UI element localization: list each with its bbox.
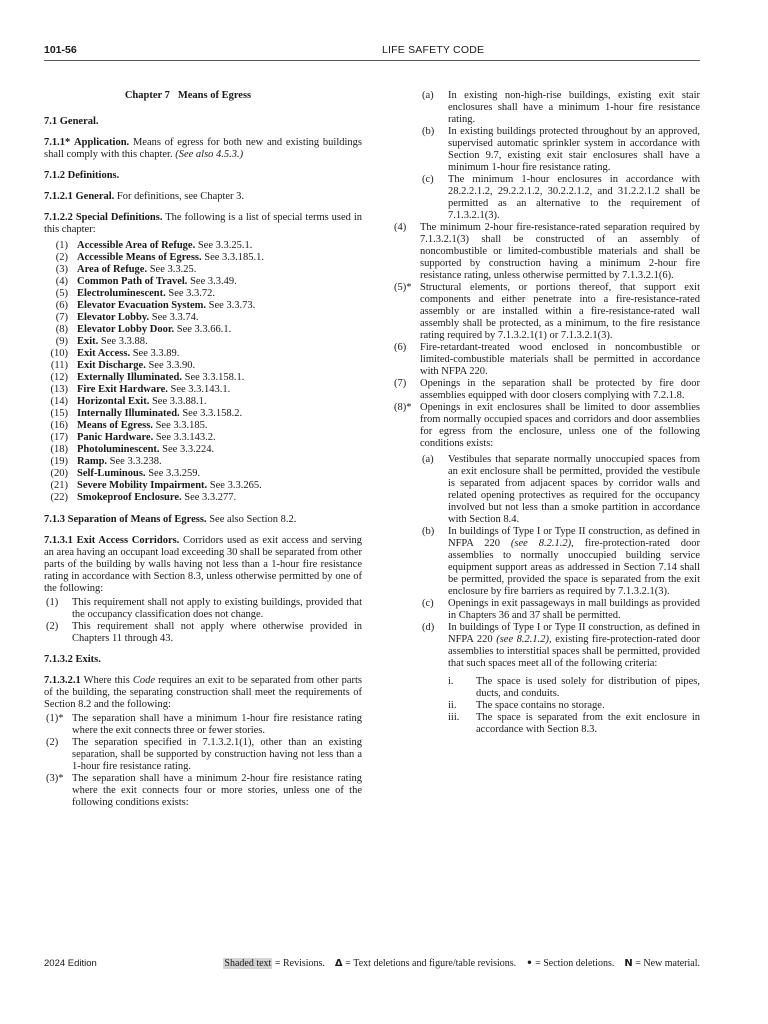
definition-number: (4) [55,276,68,287]
definition-item [44,396,362,408]
definition-reference: See 3.3.25. [149,264,197,275]
definition-item [44,468,362,480]
item-number: (2) [46,621,59,632]
cross-reference: (see 8.2.1.2) [510,538,572,549]
exit-separation-requirements [44,713,362,809]
item-number: (5)* [394,282,412,293]
definition-item [44,480,362,492]
definition-number: (13) [50,384,68,395]
definition-reference: See 3.3.238. [109,456,162,467]
sub-item [392,174,700,222]
section-7-1-2-1: 7.1.2.1 General. For definitions, see Chapter 3. [44,191,245,202]
definition-term: Self-Luminous. [77,468,146,479]
item-text: This requirement shall not apply to existing buildings, provided that the occupancy classification does not change. [72,597,362,620]
item-number: (6) [394,342,407,353]
item-number: ii. [448,700,457,711]
definition-reference: See 3.3.66.1. [176,324,232,335]
item-number: (2) [46,737,59,748]
list-item [392,222,700,282]
definition-item [44,432,362,444]
list-item [44,621,362,645]
section-7-1-3-1: 7.1.3.1 Exit Access Corridors. Corridors used as exit access and serving an area having an occupant load exceeding 30 shall be separated from other parts of the building by walls having not less than a 1-hour fire resistance rating in accordance with Section 8.3, unless otherwise permitted by one of the following: [44,535,363,594]
criteria-item [392,700,700,712]
item-text: The separation specified in 7.1.3.2.1(1), other than an existing separation, shall be supported by construction having not less than a 1-hour fire resistance rating. [72,737,362,772]
definition-item [44,420,362,432]
item-number: (b) [422,126,435,137]
definition-reference: See 3.3.143.2. [155,432,216,443]
item-8-conditions [392,454,700,670]
delta-icon: Δ [334,958,343,969]
item-number: iii. [448,712,460,723]
definition-number: (8) [55,324,68,335]
definition-item [44,444,362,456]
definition-item [44,252,362,264]
item-text: In buildings of Type I or Type II construction, as defined in NFPA 220 [448,526,700,549]
definition-number: (17) [50,432,68,443]
definition-reference: See 3.3.224. [162,444,215,455]
exit-access-corridor-exceptions [44,597,362,645]
definition-term: Ramp. [77,456,108,467]
section-7-1-1: 7.1.1* Application. Means of egress for both new and existing buildings shall comply with this chapter. (See also 4.5.3.) [44,137,363,160]
item-text: The minimum 2-hour fire-resistance-rated separation required by 7.1.3.2.1(3) shall be constructed of an assembly of noncombustible or limited-combustible materials and shall be supported by construction having a minimum 2-hour fire resistance rating, unless otherwise permitted by 7.1.3.2.1(6). [420,222,700,281]
shaded-text-sample: Shaded text [224,958,272,969]
definition-reference: See 3.3.158.2. [182,408,243,419]
section-7-1-2-heading: 7.1.2 Definitions. [44,170,120,181]
chapter-heading [44,90,362,102]
definition-term: Electroluminescent. [77,288,166,299]
item-text: Fire-retardant-treated wood enclosed in noncombustible or limited-combustible materials shall be permitted in accordance with NFPA 220. [420,342,700,377]
right-column [392,90,700,736]
criteria-item [392,676,700,700]
item-number: (1)* [46,713,64,724]
item-text: In buildings of Type I or Type II construction, as defined in NFPA 220 [448,622,700,645]
definition-number: (5) [55,288,68,299]
definition-item [44,456,362,468]
revision-legend: Shaded text = Revisions. Δ = Text deletions and figure/table revisions. • = Section deletions. N = New material. [224,958,700,969]
definition-item [44,300,362,312]
definition-item [44,240,362,252]
definition-term: Horizontal Exit. [77,396,150,407]
section-7-1-3-2-heading: 7.1.3.2 Exits. [44,654,101,665]
item-number: (d) [422,622,435,633]
definition-item [44,408,362,420]
definition-reference: See 3.3.25.1. [197,240,253,251]
section-7-1-3-2-1: 7.1.3.2.1 Where this Code requires an exit to be separated from other parts of the building, the separating construction shall meet the requirements of Section 8.2 and the following: [44,675,363,710]
definition-reference: See 3.3.185.1. [204,252,265,263]
definition-number: (6) [55,300,68,311]
definition-reference: See 3.3.143.1. [170,384,231,395]
section-7-1-heading: 7.1 General. [44,116,99,127]
definition-term: Elevator Evacuation System. [77,300,207,311]
item-number: (1) [46,597,59,608]
definition-number: (1) [55,240,68,251]
cross-reference: (See also 4.5.3.) [175,149,244,160]
item-text: The space contains no storage. [476,700,605,711]
sub-item [392,90,700,126]
list-item [392,402,700,450]
definition-term: Fire Exit Hardware. [77,384,168,395]
definition-reference: See 3.3.277. [184,492,237,503]
definition-reference: See 3.3.74. [151,312,199,323]
item-text: Openings in the separation shall be protected by fire door assemblies equipped with door closers complying with 7.2.1.8. [420,378,700,401]
sub-item [392,598,700,622]
definition-item [44,384,362,396]
definition-item [44,360,362,372]
definition-reference: See 3.3.158.1. [184,372,245,383]
definition-item [44,348,362,360]
definition-reference: See 3.3.265. [209,480,262,491]
definition-item [44,264,362,276]
item-text: Structural elements, or portions thereof, that support exit components and either penetrate into a fire-resistance-rated assembly or are installed within a fire-resistance-rated wall assembly shall be protected, as a minimum, to the fire resistance rating required by 7.1.3.2.1(1) or 7.1.3.2.1(3). [420,282,700,341]
definition-term: Severe Mobility Impairment. [77,480,208,491]
item-text: In existing buildings protected throughout by an approved, supervised automatic sprinkler system in accordance with Section 9.7, existing exit stair enclosures shall have a minimum 1-hour fire resistance rating. [448,126,700,173]
definition-number: (12) [50,372,68,383]
list-item [392,282,700,342]
definition-number: (2) [55,252,68,263]
chapter-number: Chapter 7 [124,90,170,101]
item-number: (a) [422,454,434,465]
page-header [44,44,700,60]
sub-item [392,622,700,670]
item-number: (4) [394,222,407,233]
sub-item [392,126,700,174]
chapter-title: Means of Egress [177,90,252,101]
definition-term: Externally Illuminated. [77,372,183,383]
definition-item [44,324,362,336]
item-text: The separation shall have a minimum 1-hour fire resistance rating where the exit connects three or fewer stories. [72,713,362,736]
item-text: The space is separated from the exit enclosure in accordance with Section 8.3. [476,712,700,735]
definition-term: Elevator Lobby Door. [77,324,175,335]
bullet-icon: • [526,958,533,969]
definition-term: Smokeproof Enclosure. [77,492,182,503]
definition-number: (10) [50,348,68,359]
item-text: The separation shall have a minimum 2-hour fire resistance rating where the exit connects four or more stories, unless one of the following conditions exists: [72,773,362,808]
definition-term: Common Path of Travel. [77,276,188,287]
definition-reference: See 3.3.90. [148,360,196,371]
item-number: (a) [422,90,434,101]
definition-term: Means of Egress. [77,420,153,431]
definition-term: Accessible Means of Egress. [77,252,202,263]
definition-term: Elevator Lobby. [77,312,150,323]
item-number: (c) [422,174,434,185]
list-item [44,737,362,773]
definition-term: Exit Discharge. [77,360,146,371]
list-item [392,342,700,378]
definition-number: (9) [55,336,68,347]
new-material-icon: N [624,958,633,969]
definition-reference: See 3.3.88.1. [151,396,207,407]
definition-number: (22) [50,492,68,503]
item-text: In existing non-high-rise buildings, existing exit stair enclosures shall have a minimum 1-hour fire resistance rating. [448,90,700,125]
item-text: The minimum 1-hour enclosures in accordance with 28.2.2.1.2, 29.2.2.1.2, 30.2.2.1.2, and 31.2.2.1.2 shall be permitted as an alternative to the requirement of 7.1.3.2.1(3). [448,174,700,221]
list-item [44,713,362,737]
definition-number: (21) [50,480,68,491]
item-number: i. [448,676,454,687]
running-title: LIFE SAFETY CODE [382,44,485,56]
definition-item [44,288,362,300]
edition-label: 2024 Edition [44,958,97,969]
definition-item [44,336,362,348]
definition-term: Panic Hardware. [77,432,154,443]
item-text: Openings in exit passageways in mall buildings as provided in Chapters 36 and 37 shall be permitted. [448,598,700,621]
definition-number: (20) [50,468,68,479]
item-text: The space is used solely for distribution of pipes, ducts, and conduits. [476,676,700,699]
definition-reference: See 3.3.89. [132,348,180,359]
definition-number: (7) [55,312,68,323]
definition-number: (11) [50,360,68,371]
definition-item [44,492,362,504]
definition-term: Area of Refuge. [77,264,148,275]
definition-number: (14) [50,396,68,407]
definition-reference: See 3.3.185. [155,420,208,431]
definition-number: (16) [50,420,68,431]
item-number: (b) [422,526,435,537]
definition-item [44,312,362,324]
sub-item [392,526,700,598]
item-number: (3)* [46,773,64,784]
definition-term: Internally Illuminated. [77,408,180,419]
section-7-1-2-2: 7.1.2.2 Special Definitions. The following is a list of special terms used in this chapter: [44,212,363,235]
definition-term: Exit Access. [77,348,131,359]
page-number: 101-56 [44,44,77,56]
exit-separation-requirements-continued [392,222,700,736]
definition-number: (19) [50,456,68,467]
definition-reference: See 3.3.72. [168,288,216,299]
definition-reference: See 3.3.49. [190,276,237,287]
definition-number: (3) [55,264,68,275]
left-column [44,90,362,809]
definition-reference: See 3.3.73. [208,300,256,311]
definition-number: (15) [50,408,68,419]
header-rule [44,60,700,61]
item-text: , fire-protection-rated door assemblies to normally unoccupied building service equipment support areas as addressed in Section 7.14 shall be permitted, provided the space is separated from the exit enclosure by fire barriers as required by 7.1.3.2.1(3). [448,538,700,597]
list-item [44,773,362,809]
definition-reference: See 3.3.88. [100,336,148,347]
definition-item [44,276,362,288]
item-text: Vestibules that separate normally unoccupied spaces from an exit enclosure shall be permitted, provided the vestibule is separated from adjacent spaces by corridor walls and related opening protectives as required for the occupancy involved but not less than a smoke partition in accordance with Section 8.4. [448,454,700,525]
list-item [392,378,700,402]
section-7-1-3: 7.1.3 Separation of Means of Egress. See also Section 8.2. [44,514,297,525]
definition-term: Accessible Area of Refuge. [77,240,196,251]
definitions-list [44,240,362,504]
definition-term: Exit. [77,336,99,347]
list-item [44,597,362,621]
criteria-item [392,712,700,736]
definition-number: (18) [50,444,68,455]
item-text: , existing fire-protection-rated door assemblies to interstitial spaces shall be permitted, provided that such spaces meet all of the following criteria: [448,634,700,669]
interstitial-criteria [392,676,700,736]
item-number: (c) [422,598,434,609]
sub-item [392,454,700,526]
definition-term: Photoluminescent. [77,444,160,455]
item-text: This requirement shall not apply where otherwise provided in Chapters 11 through 43. [72,621,362,644]
item-3-conditions [392,90,700,222]
cross-reference: (see 8.2.1.2) [496,634,550,645]
definition-reference: See 3.3.259. [148,468,201,479]
item-number: (8)* [394,402,412,413]
item-number: (7) [394,378,407,389]
item-text: Openings in exit enclosures shall be limited to door assemblies from normally occupied spaces and corridors and door assemblies for egress from the enclosure, unless one of the following conditions exists: [420,402,700,449]
definition-item [44,372,362,384]
